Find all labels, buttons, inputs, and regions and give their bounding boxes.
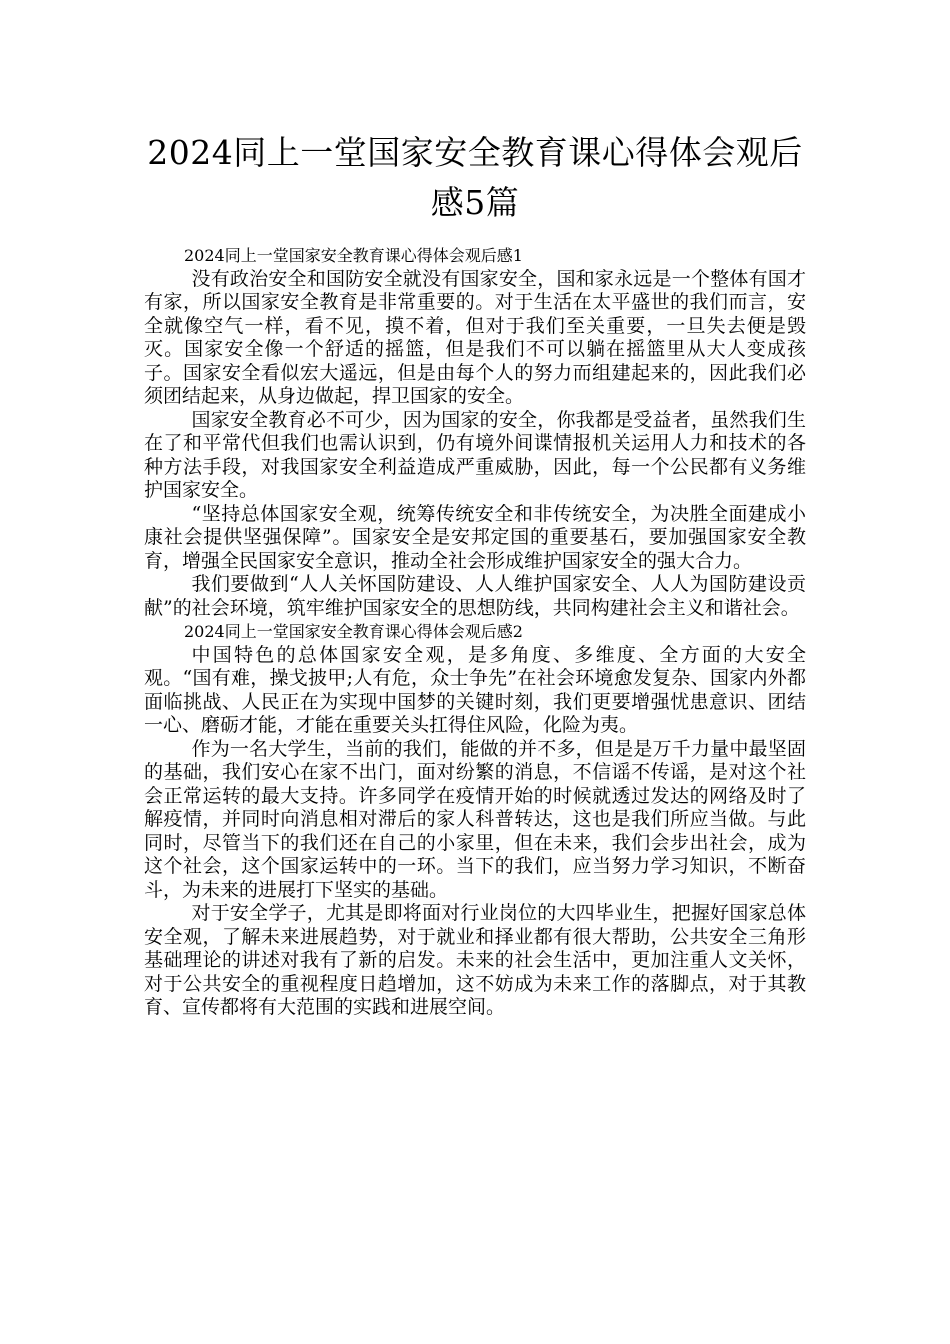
section-1-paragraph-3: “坚持总体国家安全观，统筹传统安全和非传统安全，为决胜全面建成小康社会提供坚强保障”。国家安全是安邦定国的重要基石，要加强国家安全教育，增强全民国家安全意识，推动全社会形成维护国家安全的强大合力。: [144, 502, 806, 572]
section-heading-1: 2024同上一堂国家安全教育课心得体会观后感1: [184, 246, 523, 265]
section-1-paragraph-1: 没有政治安全和国防安全就没有国家安全，国和家永远是一个整体有国才有家，所以国家安全教育是非常重要的。对于生活在太平盛世的我们而言，安全就像空气一样，看不见，摸不着，但对于我们至关重要，一旦失去便是毁灭。国家安全像一个舒适的摇篮，但是我们不可以躺在摇篮里从大人变成孩子。国家安全看似宏大遥远，但是由每个人的努力而组建起来的，因此我们必须团结起来，从身边做起，捍卫国家的安全。: [144, 267, 806, 407]
section-heading-2: 2024同上一堂国家安全教育课心得体会观后感2: [184, 622, 523, 641]
document-title: 2024同上一堂国家安全教育课心得体会观后感5篇: [147, 133, 803, 222]
section-2-paragraph-2: 作为一名大学生，当前的我们，能做的并不多，但是是万千力量中最坚固的基础，我们安心在家不出门，面对纷繁的消息，不信谣不传谣，是对这个社会正常运转的最大支持。许多同学在疫情开始的时候就透过发达的网络及时了解疫情，并同时向消息相对滞后的家人科普转达，这也是我们所应当做。与此同时，尽管当下的我们还在自己的小家里，但在未来，我们会步出社会，成为这个社会，这个国家运转中的一环。当下的我们，应当努力学习知识，不断奋斗，为未来的进展打下坚实的基础。: [144, 737, 806, 901]
document-body: [144, 244, 806, 1020]
section-2-paragraph-3: 对于安全学子，尤其是即将面对行业岗位的大四毕业生，把握好国家总体安全观，了解未来进展趋势，对于就业和择业都有很大帮助，公共安全三角形基础理论的讲述对我有了新的启发。未来的社会生活中，更加注重人文关怀，对于公共安全的重视程度日趋增加，这不妨成为未来工作的落脚点，对于其教育、宣传都将有大范围的实践和进展空间。: [144, 902, 806, 1018]
section-2-paragraph-1: 中国特色的总体国家安全观，是多角度、多维度、全方面的大安全观。“国有难，操戈披甲;人有危，众士争先”在社会环境愈发复杂、国家内外都面临挑战、人民正在为实现中国梦的关键时刻，我们更要增强忧患意识、团结一心、磨砺才能，才能在重要关头扛得住风险，化险为夷。: [144, 643, 806, 736]
section-1-paragraph-2: 国家安全教育必不可少，因为国家的安全，你我都是受益者，虽然我们生在了和平常代但我们也需认识到，仍有境外间谍情报机关运用人力和技术的各种方法手段，对我国家安全利益造成严重威胁，因此，每一个公民都有义务维护国家安全。: [144, 408, 806, 501]
section-1-paragraph-4: 我们要做到“人人关怀国防建设、人人维护国家安全、人人为国防建设贡献”的社会环境，筑牢维护国家安全的思想防线，共同构建社会主义和谐社会。: [144, 573, 806, 619]
